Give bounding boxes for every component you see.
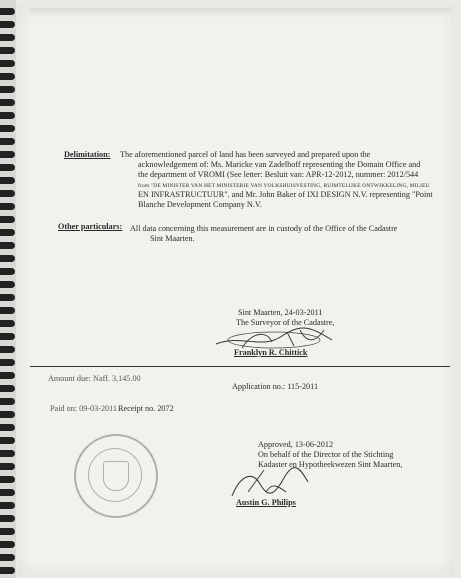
binding-ring — [0, 489, 15, 496]
binding-ring — [0, 528, 15, 535]
delimitation-line-5: EN INFRASTRUCTUUR". and Mr. John Baker of IXI DESIGN N.V. representing "Point — [138, 190, 433, 199]
approval-line-2: Kadaster en Hypotheekwezen Sint Maarten, — [258, 460, 403, 469]
binding-ring — [0, 346, 15, 353]
binding-ring — [0, 229, 15, 236]
approval-date: Approved, 13-06-2012 — [258, 440, 334, 449]
binding-ring — [0, 476, 15, 483]
binding-ring — [0, 437, 15, 444]
delimitation-line-3: the department of VROMI (See letter: Besluit van: APR-12-2012, nummer: 2012/544 — [138, 170, 419, 179]
particulars-line-2: Sint Maarten. — [150, 234, 195, 243]
binding-ring — [0, 125, 15, 132]
binding-ring — [0, 86, 15, 93]
binding-ring — [0, 99, 15, 106]
binding-ring — [0, 515, 15, 522]
delimitation-line-4: from "DE MINISTER VAN HET MINISTERIE VAN VOLKSHUISVESTING, RUIMTELIJKE ONTWIKKELING, MILIEU — [138, 183, 430, 189]
delimitation-line-2: acknowledgement of: Ms. Maricke van Zadelhoff representing the Domain Office and — [138, 160, 421, 169]
binding-ring — [0, 268, 15, 275]
binding-ring — [0, 385, 15, 392]
binding-ring — [0, 333, 15, 340]
official-seal — [74, 434, 158, 518]
binding-ring — [0, 47, 15, 54]
binding-ring — [0, 372, 15, 379]
binding-ring — [0, 307, 15, 314]
binding-ring — [0, 151, 15, 158]
spiral-binding — [0, 0, 16, 578]
binding-ring — [0, 203, 15, 210]
binding-ring — [0, 60, 15, 67]
divider-line — [30, 366, 450, 367]
approval-line-1: On behalf of the Director of the Stichting — [258, 450, 394, 459]
binding-ring — [0, 255, 15, 262]
binding-ring — [0, 21, 15, 28]
particulars-label: Other particulars: — [58, 222, 123, 231]
binding-ring — [0, 320, 15, 327]
seal-coat-of-arms — [103, 461, 129, 491]
binding-ring — [0, 8, 15, 15]
page-fold-shadow — [30, 8, 450, 18]
binding-ring — [0, 190, 15, 197]
surveyor-place-date: Sint Maarten, 24-03-2011 — [238, 308, 323, 317]
binding-ring — [0, 216, 15, 223]
binding-ring — [0, 359, 15, 366]
surveyor-name: Franklyn R. Chittick — [234, 348, 308, 357]
binding-ring — [0, 112, 15, 119]
binding-ring — [0, 463, 15, 470]
binding-ring — [0, 138, 15, 145]
delimitation-line-6: Blanche Development Company N.V. — [138, 200, 262, 209]
binding-ring — [0, 502, 15, 509]
binding-ring — [0, 398, 15, 405]
binding-ring — [0, 177, 15, 184]
binding-ring — [0, 164, 15, 171]
binding-ring — [0, 242, 15, 249]
application-number: Application no.: 115-2011 — [232, 382, 319, 391]
receipt-number: Receipt no. 2072 — [118, 404, 174, 413]
binding-ring — [0, 34, 15, 41]
delimitation-label: Delimitation: — [64, 150, 111, 159]
binding-ring — [0, 424, 15, 431]
delimitation-line-1: The aforementioned parcel of land has been surveyed and prepared upon the — [120, 150, 371, 159]
binding-ring — [0, 567, 15, 574]
binding-ring — [0, 554, 15, 561]
binding-ring — [0, 73, 15, 80]
binding-ring — [0, 541, 15, 548]
approval-signature — [226, 462, 316, 502]
binding-ring — [0, 281, 15, 288]
amount-due: Amount due: Naff. 3,145.00 — [48, 374, 141, 383]
binding-ring — [0, 411, 15, 418]
particulars-line-1: All data concerning this measurement are in custody of the Office of the Cadastre — [130, 224, 398, 233]
binding-ring — [0, 294, 15, 301]
surveyor-title: The Surveyor of the Cadastre, — [236, 318, 335, 327]
paid-on: Paid on: 09-03-2011 — [50, 404, 118, 413]
approval-name: Austin G. Philips — [236, 498, 296, 507]
binding-ring — [0, 450, 15, 457]
